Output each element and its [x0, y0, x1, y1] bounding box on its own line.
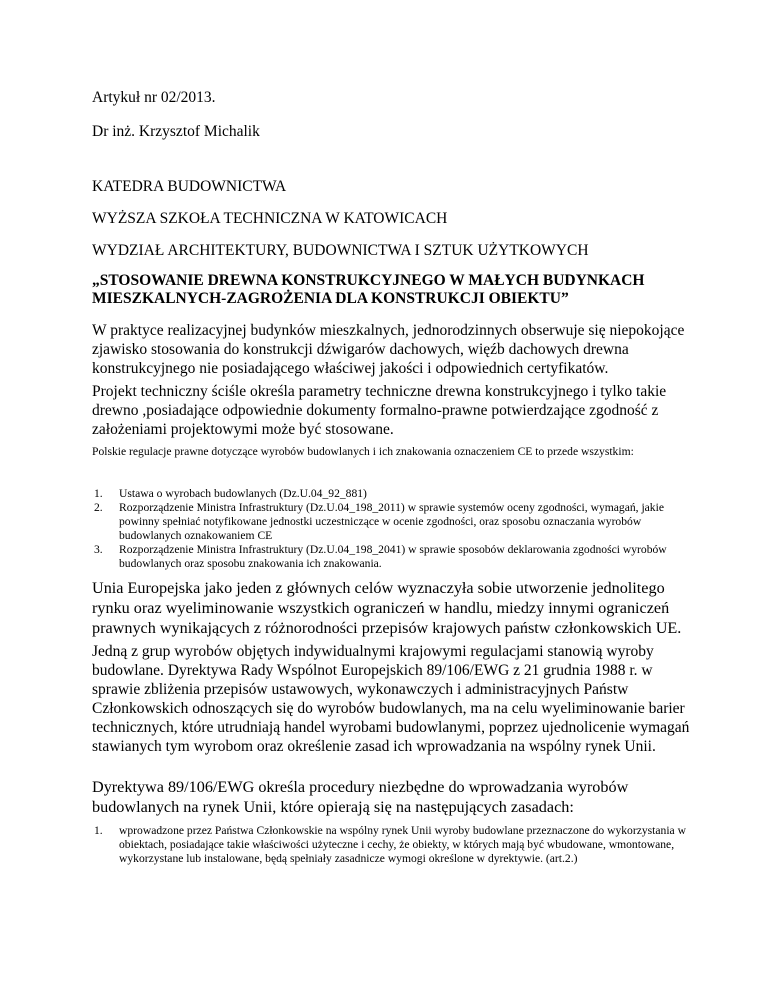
list-item: 1. Ustawa o wyrobach budowlanych (Dz.U.04_92_881)	[94, 487, 367, 500]
list-item: 3. Rozporządzenie Ministra Infrastruktury (Dz.U.04_198_2041) w sprawie sposobów deklarowania zgodności wyrobów budowlanych oraz sposobu znakowania ich znakowania.	[94, 543, 667, 570]
faculty-name: WYDZIAŁ ARCHITEKTURY, BUDOWNICTWA I SZTUK UŻYTKOWYCH	[92, 242, 589, 259]
paragraph-practice: W praktyce realizacyjnej budynków mieszkalnych, jednorodzinnych obserwuje się niepokojące zjawisko stosowania do konstrukcji dźwigarów dachowych, więźb dachowych drewna konstrukcyjnego nie posiadającego właściwej jakości i odpowiednich certyfikatów.	[92, 322, 685, 377]
list-item: 1. wprowadzone przez Państwa Członkowskie na wspólny rynek Unii wyroby budowlane przeznaczone do wykorzystania w obiektach, posiadające takie właściwości użyteczne i cechy, że obiekty, w których mają być wbudowane, wmontowane, wykorzystane lub instalowane, będą spełniały zasadnicze wymogi określone w dyrektywie. (art.2.)	[94, 824, 686, 865]
list-item: 2. Rozporządzenie Ministra Infrastruktury (Dz.U.04_198_2011) w sprawie systemów oceny zgodności, wymagań, jakie powinny spełniać notyfikowane jednostki uczestniczące w ocenie zgodności, oraz sposobu oznaczania wyrobów budowlanych oznakowaniem CE	[94, 501, 664, 542]
document-title	[92, 272, 692, 308]
paragraph-procedures: Dyrektywa 89/106/EWG określa procedury niezbędne do wprowadzania wyrobów budowlanych na rynek Unii, które opierają się na następujących zasadach:	[92, 778, 629, 816]
regulations-list	[92, 487, 692, 571]
paragraph-project: Projekt techniczny ściśle określa parametry techniczne drewna konstrukcyjnego i tylko takie drewno ,posiadające odpowiednie dokumenty formalno-prawne potwierdzające zgodność z założeniami projektowymi może być stosowane.	[92, 383, 667, 438]
school-name: WYŻSZA SZKOŁA TECHNICZNA W KATOWICACH	[92, 210, 448, 227]
paragraph-regulations-intro: Polskie regulacje prawne dotyczące wyrobów budowlanych i ich znakowania oznaczeniem CE to przede wszystkim:	[92, 445, 634, 458]
title-line-1: „STOSOWANIE DREWNA KONSTRUKCYJNEGO W MAŁYCH BUDYNKACH	[92, 272, 645, 289]
paragraph-european-union: Unia Europejska jako jeden z głównych celów wyznaczyła sobie utworzenie jednolitego rynku oraz wyeliminowanie wszystkich ograniczeń w handlu, miedzy innymi ograniczeń prawnych wynikających z różnorodności przepisów krajowych państw członkowskich UE.	[92, 579, 682, 637]
department-name: KATEDRA BUDOWNICTWA	[92, 178, 287, 195]
title-line-2: MIESZKALNYCH-ZAGROŻENIA DLA KONSTRUKCJI OBIEKTU”	[92, 290, 569, 307]
paragraph-directive: Jedną z grup wyrobów objętych indywidualnymi krajowymi regulacjami stanowią wyroby budowlane. Dyrektywa Rady Wspólnot Europejskich 89/106/EWG z 21 grudnia 1988 r. w sprawie zbliżenia przepisów ustawowych, wykonawczych i administracyjnych Państw Członkowskich odnoszących się do wyrobów budowlanych, ma na celu wyeliminowanie barier technicznych, które utrudniają handel wyrobami budowlanymi, poprzez ujednolicenie wymagań stawianych tym wyrobom oraz określenie zasad ich wprowadzania na wspólny rynek Unii.	[92, 643, 690, 755]
author-name: Dr inż. Krzysztof Michalik	[92, 123, 260, 140]
article-number: Artykuł nr 02/2013.	[92, 89, 216, 106]
principles-list	[92, 824, 692, 866]
